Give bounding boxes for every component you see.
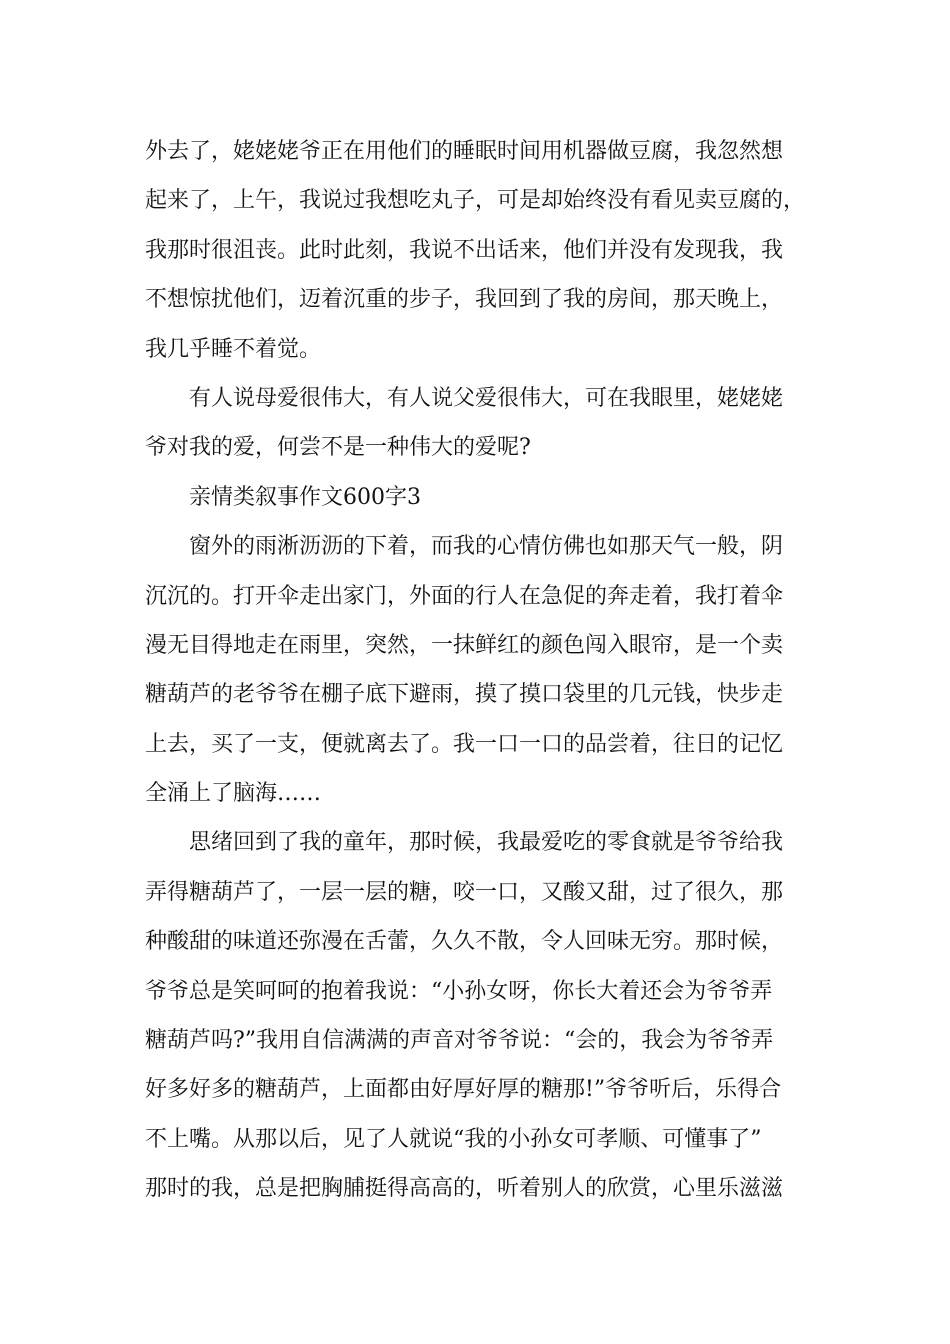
- text-line: 那时的我，总是把胸脯挺得高高的，听着别人的欣赏，心里乐滋滋: [145, 1176, 784, 1202]
- text-line: 不上嘴。从那以后，见了人就说“我的小孙女可孝顺、可懂事了”: [145, 1126, 762, 1152]
- text-line: 上去，买了一支，便就离去了。我一口一口的品尝着，往日的记忆: [145, 731, 784, 757]
- text-line: 起来了，上午，我说过我想吃丸子，可是却始终没有看见卖豆腐的，: [145, 188, 806, 214]
- text-line: 我那时很沮丧。此时此刻，我说不出话来，他们并没有发现我，我: [145, 237, 784, 263]
- text-line: 有人说母爱很伟大，有人说父爱很伟大，可在我眼里，姥姥姥: [189, 385, 784, 411]
- text-line: 好多好多的糖葫芦，上面都由好厚好厚的糖那!”爷爷听后，乐得合: [145, 1077, 782, 1103]
- text-line: 全涌上了脑海……: [145, 781, 322, 807]
- text-line: 我几乎睡不着觉。: [145, 336, 322, 362]
- text-line: 糖葫芦吗?”我用自信满满的声音对爷爷说：“会的，我会为爷爷弄: [145, 1028, 774, 1054]
- document-body: [145, 127, 810, 1214]
- text-line: 种酸甜的味道还弥漫在舌蕾，久久不散，令人回味无穷。那时候，: [145, 929, 784, 955]
- text-line: 漫无目得地走在雨里，突然，一抹鲜红的颜色闯入眼帘，是一个卖: [145, 632, 784, 658]
- text-line: 糖葫芦的老爷爷在棚子底下避雨，摸了摸口袋里的几元钱，快步走: [145, 682, 784, 708]
- text-line: 外去了，姥姥姥爷正在用他们的睡眠时间用机器做豆腐，我忽然想: [145, 139, 784, 164]
- section-heading: 亲情类叙事作文600字3: [189, 484, 421, 510]
- text-line: 窗外的雨淅沥沥的下着，而我的心情仿佛也如那天气一般，阴: [189, 534, 784, 560]
- text-line: 思绪回到了我的童年，那时候，我最爱吃的零食就是爷爷给我: [189, 830, 784, 856]
- text-line: 爷对我的爱，何尝不是一种伟大的爱呢?: [145, 435, 531, 461]
- text-line: 爷爷总是笑呵呵的抱着我说：“小孙女呀，你长大着还会为爷爷弄: [145, 978, 773, 1004]
- text-line: 沉沉的。打开伞走出家门，外面的行人在急促的奔走着，我打着伞: [145, 583, 784, 609]
- text-line: 不想惊扰他们，迈着沉重的步子，我回到了我的房间，那天晚上，: [145, 287, 784, 313]
- text-line: 弄得糖葫芦了，一层一层的糖，咬一口，又酸又甜，过了很久，那: [145, 879, 784, 905]
